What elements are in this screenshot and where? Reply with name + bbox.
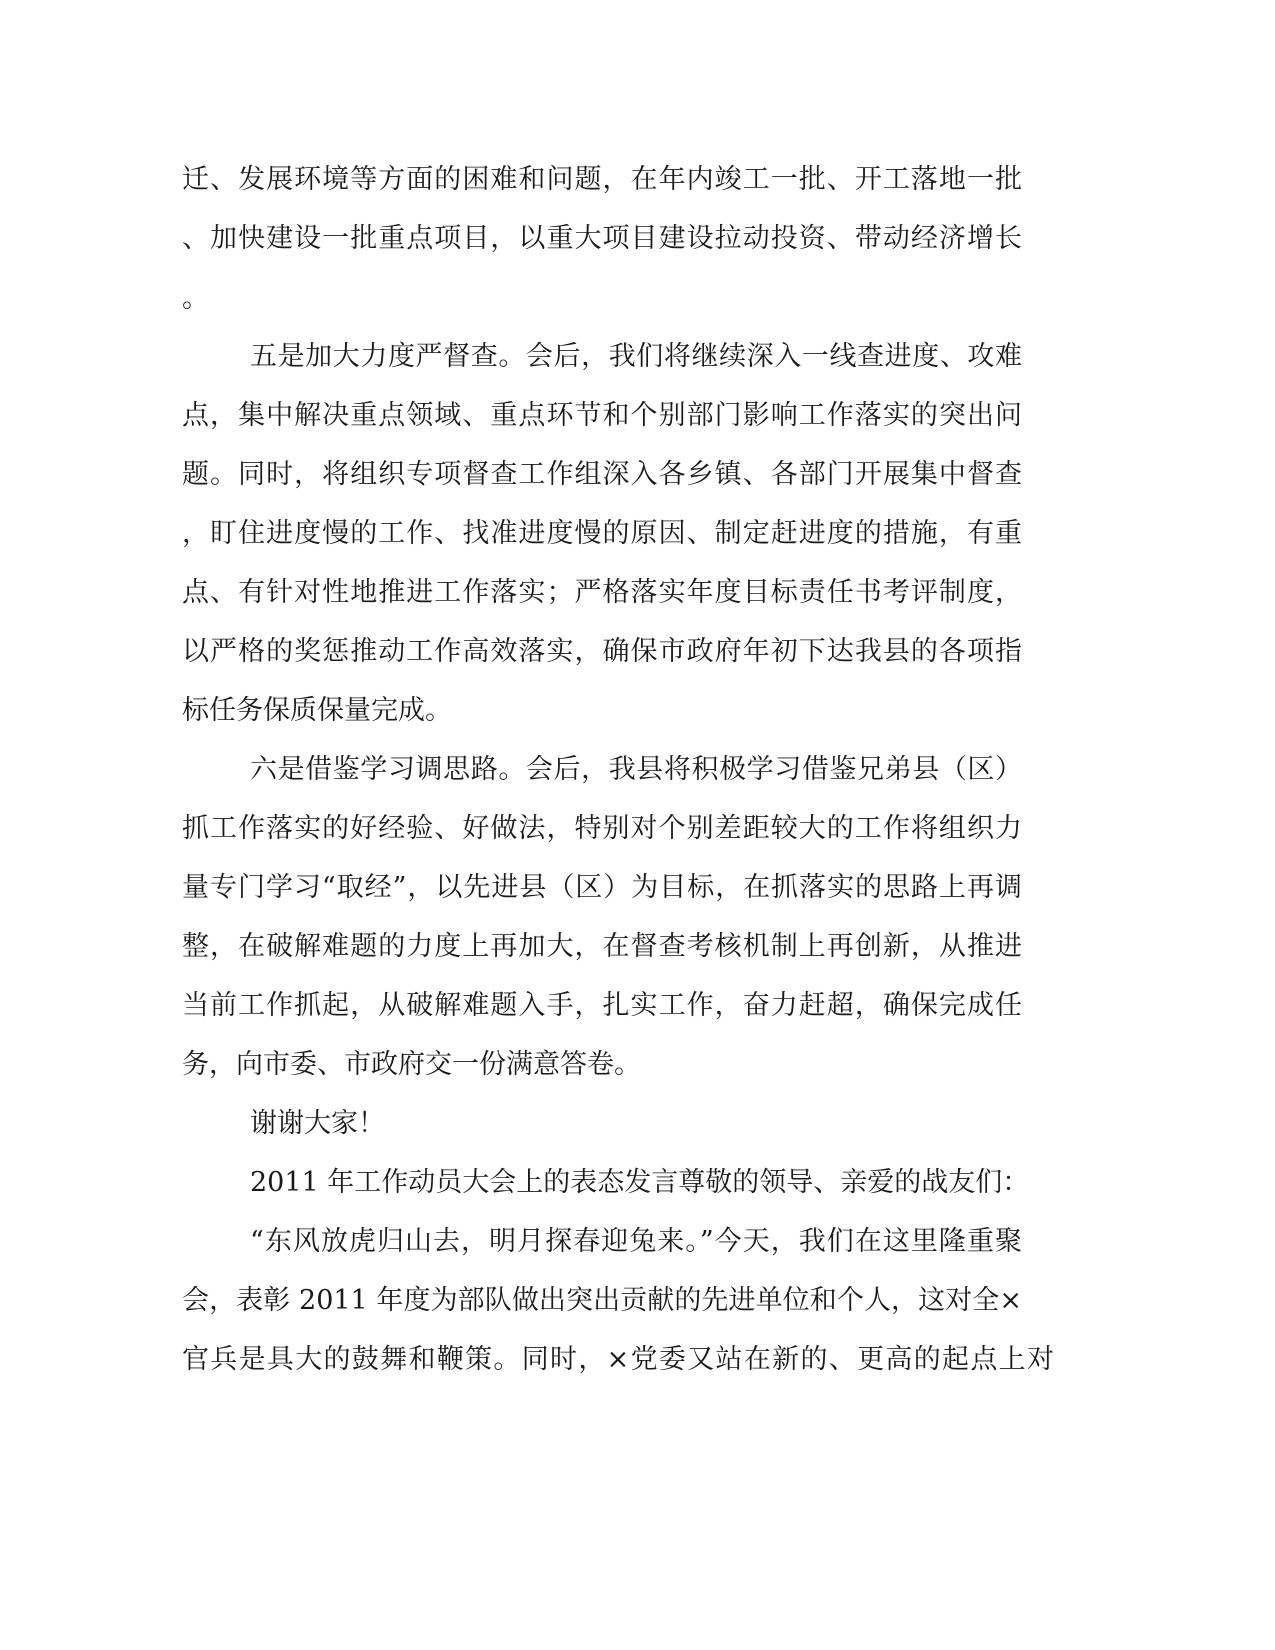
paragraph-line: 迁、发展环境等方面的困难和问题，在年内竣工一批、开工落地一批 [182,164,1022,195]
paragraph-line: 题。同时，将组织专项督查工作组深入各乡镇、各部门开展集中督查 [182,459,1022,490]
paragraph-line: 点、有针对性地推进工作落实；严格落实年度目标责任书考评制度， [182,577,1022,608]
paragraph-line: 。 [182,283,209,314]
paragraph-first-line: “东风放虎归山去，明月探春迎兔来。”今天，我们在这里隆重聚 [250,1226,1022,1257]
paragraph-line: 当前工作抓起，从破解难题入手，扎实工作，奋力赶超，确保完成任 [182,990,1022,1021]
paragraph-line: 务，向市委、市政府交一份满意答卷。 [182,1049,641,1080]
paragraph-line: 标任务保质保量完成。 [182,695,452,726]
closing-line: 谢谢大家！ [250,1108,385,1139]
paragraph-line: 官兵是具大的鼓舞和鞭策。同时，×党委又站在新的、更高的起点上对 [182,1344,1054,1375]
paragraph-first-line: 五是加大力度严督查。会后，我们将继续深入一线查进度、攻难 [250,341,1022,372]
paragraph-line: ，盯住进度慢的工作、找准进度慢的原因、制定赶进度的措施，有重 [182,518,1022,549]
paragraph-line: 、加快建设一批重点项目，以重大项目建设拉动投资、带动经济增长 [182,223,1022,254]
paragraph-line: 会，表彰 2011 年度为部队做出突出贡献的先进单位和个人，这对全× [182,1285,1022,1316]
paragraph-line: 量专门学习“取经”，以先进县（区）为目标，在抓落实的思路上再调 [182,872,1022,903]
paragraph-line: 整，在破解难题的力度上再加大，在督查考核机制上再创新，从推进 [182,931,1022,962]
speech-title-line: 2011 年工作动员大会上的表态发言尊敬的领导、亲爱的战友们： [250,1167,1030,1198]
paragraph-first-line: 六是借鉴学习调思路。会后，我县将积极学习借鉴兄弟县（区） [250,754,1022,785]
paragraph-line: 点，集中解决重点领域、重点环节和个别部门影响工作落实的突出问 [182,400,1022,431]
paragraph-line: 抓工作落实的好经验、好做法，特别对个别差距较大的工作将组织力 [182,813,1022,844]
paragraph-line: 以严格的奖惩推动工作高效落实，确保市政府年初下达我县的各项指 [182,636,1022,667]
